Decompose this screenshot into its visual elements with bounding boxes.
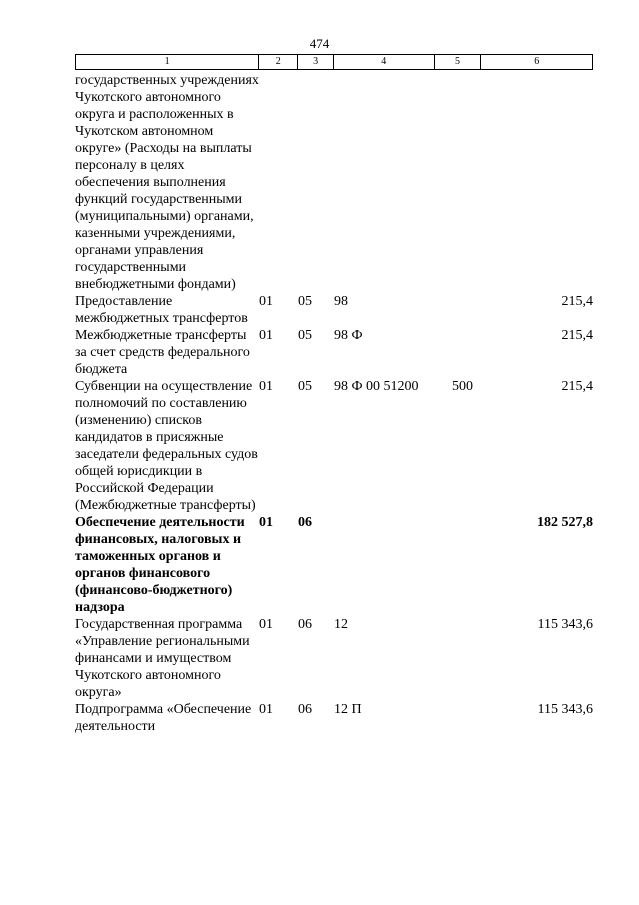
row-sum: 215,4 <box>561 379 593 394</box>
row-sum: 115 343,6 <box>537 617 593 632</box>
table-header-row <box>75 54 593 70</box>
row-name: Подпрограмма «Обеспечение деятельности <box>75 702 252 734</box>
header-col-1: 1 <box>76 55 259 69</box>
row-name: Предоставление межбюджетных трансфертов <box>75 294 248 326</box>
row-subsection-code: 06 <box>298 617 312 632</box>
row-name: государственных учреждениях Чукотского автономного округа и расположенных в Чукотском автономном округе» (Расходы на выплаты персоналу в целях обеспечения выполнения функций государственными (муниципальными) органами, казенными учреждениями, органами управления государственными внебюджетными фондами) <box>75 73 259 292</box>
row-name: Обеспечение деятельности финансовых, налоговых и таможенных органов и органов финансового (финансово-бюджетного) надзора <box>75 515 245 615</box>
row-subsection-code: 05 <box>298 328 312 343</box>
header-col-5: 5 <box>435 55 482 69</box>
table-row <box>75 514 605 616</box>
row-section-code: 01 <box>259 702 273 717</box>
row-sum: 182 527,8 <box>537 515 593 530</box>
row-subsection-code: 06 <box>298 702 312 717</box>
table-body <box>75 72 605 735</box>
row-subsection-code: 05 <box>298 294 312 309</box>
row-name: Государственная программа «Управление региональными финансами и имуществом Чукотского автономного округа» <box>75 617 250 700</box>
row-sum: 115 343,6 <box>537 702 593 717</box>
row-section-code: 01 <box>259 328 273 343</box>
table-row <box>75 616 605 701</box>
row-target-article: 12 П <box>334 702 362 717</box>
page-number: 474 <box>309 36 330 51</box>
row-target-article: 98 Ф <box>334 328 363 343</box>
row-section-code: 01 <box>259 515 273 530</box>
row-section-code: 01 <box>259 294 273 309</box>
header-col-6: 6 <box>534 56 540 67</box>
row-sum: 215,4 <box>561 294 593 309</box>
row-sum: 215,4 <box>561 328 593 343</box>
row-subsection-code: 05 <box>298 379 312 394</box>
header-col-3: 3 <box>298 55 334 69</box>
row-section-code: 01 <box>259 617 273 632</box>
row-target-article: 12 <box>334 617 348 632</box>
header-col-4: 4 <box>334 55 435 69</box>
table-row <box>75 378 605 514</box>
table-row <box>75 701 605 735</box>
row-name: Межбюджетные трансферты за счет средств федерального бюджета <box>75 328 250 377</box>
table-row <box>75 327 605 378</box>
row-target-article: 98 <box>334 294 348 309</box>
row-target-article: 98 Ф 00 51200 <box>334 379 419 394</box>
row-subsection-code: 06 <box>298 515 312 530</box>
table-row <box>75 293 605 327</box>
row-section-code: 01 <box>259 379 273 394</box>
row-expense-type: 500 <box>452 379 473 394</box>
header-col-2: 2 <box>259 55 298 69</box>
table-row <box>75 72 605 293</box>
row-name: Субвенции на осуществление полномочий по составлению (изменению) списков кандидатов в присяжные заседатели федеральных судов общей юрисдикции в Российской Федерации (Межбюджетные трансферты) <box>75 379 258 513</box>
